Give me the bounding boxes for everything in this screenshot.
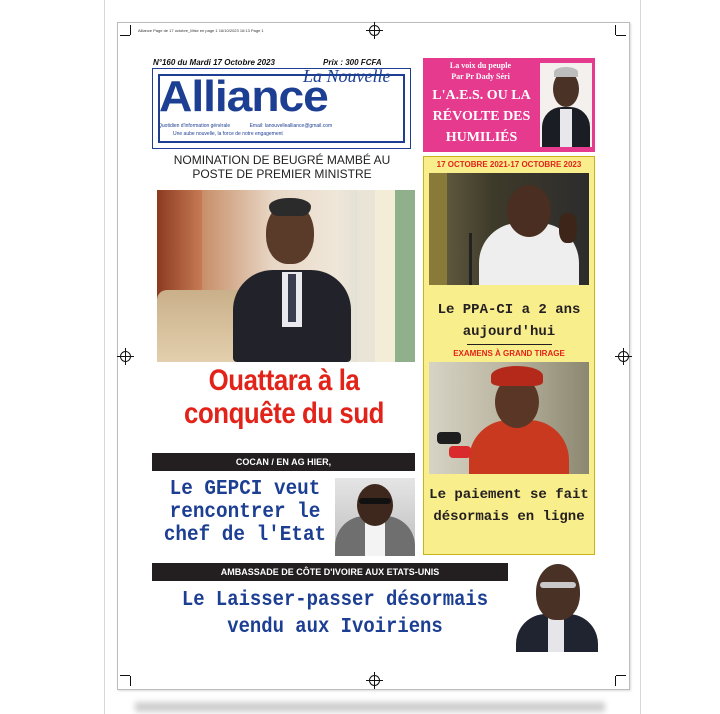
masthead-title: Alliance xyxy=(159,72,328,121)
crop-mark xyxy=(615,25,616,35)
crop-mark xyxy=(616,675,626,676)
crop-mark xyxy=(130,676,131,686)
gepci-photo xyxy=(335,478,415,556)
glasses xyxy=(540,582,576,588)
exam-photo xyxy=(429,362,589,474)
opinion-author-photo xyxy=(540,63,592,147)
man-head xyxy=(357,484,393,526)
tie xyxy=(288,274,296,322)
flag-stripe xyxy=(395,190,415,362)
ppa-headline: Le PPA-CI a 2 ans aujourd'hui xyxy=(437,302,581,340)
crop-mark xyxy=(120,675,130,676)
crop-mark xyxy=(615,676,616,686)
gepci-headline: Le GEPCI veut rencontrer le chef de l'Etat xyxy=(163,478,327,547)
flag-stripe xyxy=(375,190,395,362)
registration-mark xyxy=(369,675,380,686)
masthead-tagline xyxy=(158,123,332,129)
viewer-divider-right xyxy=(640,0,641,714)
sidebar-box xyxy=(423,156,595,555)
sidebar-divider xyxy=(467,344,552,345)
viewer-divider-left xyxy=(104,0,105,714)
masthead xyxy=(152,68,411,149)
head-wrap xyxy=(491,366,543,386)
registration-mark xyxy=(618,351,629,362)
ppa-photo xyxy=(429,173,589,285)
crop-mark xyxy=(616,35,626,36)
exam-headline: Le paiement se fait désormais en ligne xyxy=(429,487,589,525)
man-head xyxy=(536,564,580,620)
glasses xyxy=(359,498,391,504)
main-story-photo xyxy=(157,190,415,362)
microphone xyxy=(437,432,461,444)
masthead-prefix: La Nouvelle xyxy=(303,66,391,86)
masthead-tagline-left: Quotidien d'information générale xyxy=(158,123,231,129)
gepci-section-bar: COCAN / EN AG HIER, xyxy=(152,453,415,471)
main-story-kicker: NOMINATION DE BEUGRÉ MAMBÉ AU POSTE DE PREMIER MINISTRE xyxy=(173,153,391,181)
crop-mark xyxy=(120,35,130,36)
microphone xyxy=(449,446,471,458)
masthead-email: Email: lanouvellealliance@gmail.com xyxy=(249,123,333,129)
registration-mark xyxy=(369,25,380,36)
man-head xyxy=(507,185,551,237)
woman-dress xyxy=(469,420,569,474)
crop-mark xyxy=(130,25,131,35)
next-page-shadow xyxy=(135,702,605,712)
sidebar-date-range: 17 OCTOBRE 2021-17 OCTOBRE 2023 xyxy=(436,160,582,169)
issue-date: N°160 du Mardi 17 Octobre 2023 xyxy=(153,58,275,67)
main-story-headline: Ouattara à la conquête du sud xyxy=(184,364,384,430)
shirt xyxy=(560,109,572,147)
price: Prix : 300 FCFA xyxy=(323,58,382,67)
man-hair xyxy=(269,198,311,216)
masthead-motto: Une aube nouvelle, la force de notre engagement xyxy=(173,131,283,137)
raised-hand xyxy=(559,213,577,243)
opinion-label: La voix du peuple xyxy=(449,61,512,70)
embassy-section-bar: AMBASSADE DE CÔTE D'IVOIRE AUX ETATS-UNIS xyxy=(152,563,508,581)
man-hair xyxy=(554,67,578,77)
shirt xyxy=(548,616,564,652)
embassy-photo xyxy=(512,560,600,652)
file-slug: Alliance Page de 17 octobre_Mise en page 1 16/10/2023 16:13 Page 1 xyxy=(138,28,264,33)
registration-mark xyxy=(120,351,131,362)
opinion-author: Par Pr Dady Séri xyxy=(451,72,510,81)
opinion-title: L'A.E.S. OU LA RÉVOLTE DES HUMILIÉS xyxy=(432,88,531,145)
opinion-box xyxy=(423,58,595,152)
embassy-headline: Le Laisser-passer désormais vendu aux Ivoiriens xyxy=(181,589,489,639)
microphone xyxy=(469,233,472,285)
exam-kicker: EXAMENS À GRAND TIRAGE xyxy=(453,349,565,358)
backdrop xyxy=(429,173,447,285)
